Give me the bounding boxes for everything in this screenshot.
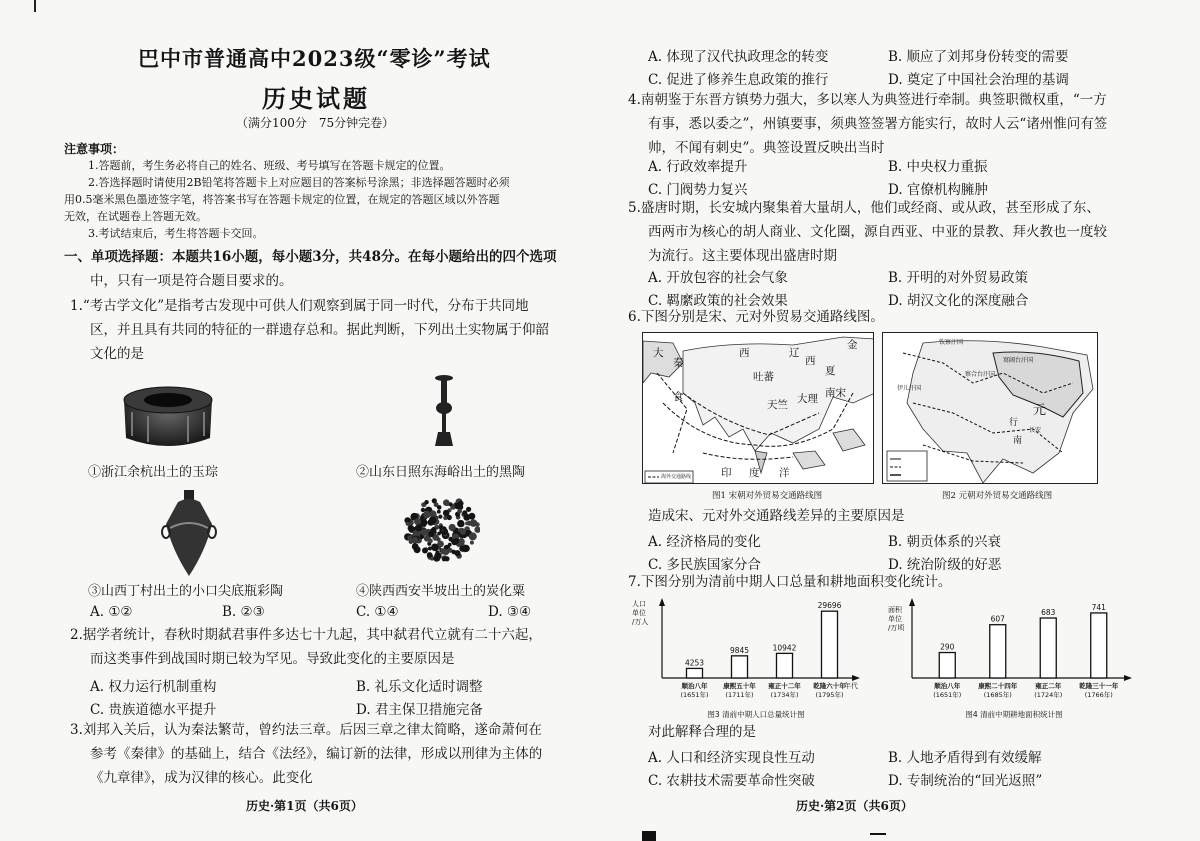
millet-grain (406, 522, 410, 526)
y-axis-label: /万顷 (888, 624, 905, 632)
millet-grain (437, 505, 442, 510)
q1-option-b[interactable]: B. ②③ (222, 604, 265, 620)
q1-option-d[interactable]: D. ③④ (488, 604, 532, 620)
millet-grain (457, 520, 464, 527)
q2-option-c[interactable]: C. 贵族道德水平提升 (90, 702, 217, 718)
bar (777, 653, 793, 678)
bar (990, 625, 1006, 678)
bar (732, 656, 748, 678)
q1-option-c[interactable]: C. ①④ (356, 604, 399, 620)
scan-mark (34, 0, 36, 12)
y-axis-label: /万人 (632, 618, 649, 626)
q4-text: 帅，不闻有刺史”。典签设置反映出当时 (648, 140, 885, 156)
map1-legend: 海外交通路线 (661, 474, 692, 480)
black-pottery-image (424, 370, 464, 450)
map2-label: 察合台汗国 (965, 371, 996, 378)
map2-caption: 图2 元朝对外贸易交通路线图 (942, 491, 1053, 501)
q3-option-d[interactable]: D. 奠定了中国社会治理的基调 (888, 72, 1069, 88)
q5-text: 西两市为核心的胡人商业、文化圈，源自西亚、中亚的景教、拜火教也一度较 (648, 224, 1107, 240)
map2-label: 南 (1013, 436, 1023, 446)
tick-label: 康熙五十年 (723, 682, 756, 690)
page-2 (600, 0, 1200, 841)
millet-grain (474, 527, 480, 533)
millet-grain (457, 509, 462, 514)
millet-grain (431, 544, 439, 552)
q5-option-b[interactable]: B. 开明的对外贸易政策 (888, 270, 1029, 286)
q3-text: 《九章律》，成为汉律的核心。此变化 (90, 770, 313, 786)
millet-grain (440, 549, 444, 553)
millet-grain (437, 510, 441, 514)
map1-label: 辽 (789, 347, 800, 359)
q5-text: 5.盛唐时期，长安城内聚集着大量胡人，他们或经商、或从政，甚至形成了东、 (628, 200, 1100, 216)
millet-grain (424, 500, 428, 504)
tick-label: 乾隆六十年 (813, 682, 846, 690)
millet-grain (421, 529, 428, 536)
q7-option-b[interactable]: B. 人地矛盾得到有效缓解 (888, 750, 1042, 766)
tick-label: 雍正二年 (1035, 682, 1062, 690)
tick-label: (1795年) (815, 691, 844, 699)
data-label: 607 (990, 614, 1005, 624)
q3-text: 参考《秦律》的基础上，结合《法经》，编订新的法律，形成以刑律为主体的 (90, 746, 543, 762)
map1-label: 夏 (825, 365, 836, 377)
map1-label: 天竺 (767, 399, 788, 411)
q7-option-a[interactable]: A. 人口和经济实现良性互动 (648, 750, 815, 766)
q4-text: 4.南朝鉴于东晋方镇势力强大，多以寒人为典签进行牵制。典签职微权重，“一方 (628, 92, 1107, 108)
pointed-bottle-image (160, 488, 218, 578)
tick-label: (1651年) (680, 691, 709, 699)
millet-grain (432, 498, 437, 503)
tick-label: (1766年) (1084, 691, 1113, 699)
map2-label: 伊儿汗国 (897, 385, 922, 392)
millet-grain (438, 515, 442, 519)
millet-grain (466, 507, 471, 512)
artifact-caption-4: ④陕西西安半坡出土的炭化粟 (356, 584, 526, 599)
x-axis-arrow (852, 675, 860, 681)
millet-grain (469, 532, 477, 540)
q2-text: 而这类事件到战国时期已较为罕见。导致此变化的主要原因是 (90, 651, 455, 667)
map2-label: 元 (1033, 403, 1047, 418)
millet-grain (449, 524, 456, 531)
millet-grain (409, 540, 413, 544)
millet-grain (460, 529, 466, 535)
data-label: 9845 (729, 645, 750, 655)
millet-grain (428, 547, 432, 551)
tick-label: (1724年) (1034, 691, 1063, 699)
millet-grain (439, 525, 443, 529)
chart-title: 图3 清前中期人口总量统计图 (707, 710, 805, 719)
scan-mark (642, 831, 656, 841)
q7-option-c[interactable]: C. 农耕技术需要革命性突破 (648, 773, 815, 789)
millet-grain (408, 525, 414, 531)
tick-label: 顺治八年 (934, 682, 961, 690)
millet-grain (443, 499, 450, 506)
millet-grain (458, 501, 463, 506)
bar (687, 668, 703, 678)
q1-text: 区，并且具有共同的特征的一群遗存总和。据此判断，下列出土实物属于仰韶 (90, 322, 549, 338)
notes-line: 用0.5毫米黑色墨迹签字笔，将答案书写在答题卡规定的位置，在规定的答题区域以外答题 (64, 193, 500, 206)
millet-grain (428, 531, 434, 537)
yuan-map-graphics (883, 333, 1098, 484)
q2-option-d[interactable]: D. 君主保卫措施完备 (356, 702, 483, 718)
exam-title: 巴中市普通高中2023级“零诊”考试 (138, 46, 491, 71)
map2-label: 长安 (1029, 427, 1042, 434)
tick-label: 雍正十二年 (768, 682, 801, 690)
y-axis-arrow (909, 598, 915, 606)
chart-title: 图4 清前中期耕地面积统计图 (965, 710, 1063, 719)
q5-option-a[interactable]: A. 开放包容的社会气象 (648, 270, 788, 286)
q6-option-a[interactable]: A. 经济格局的变化 (648, 534, 761, 550)
q4-option-d[interactable]: D. 官僚机构臃肿 (888, 182, 988, 198)
q7-question: 对此解释合理的是 (648, 724, 756, 740)
q4-text: 有事，悉以委之”，州镇要事，须典签签署方能实行，故时人云“诸州惟问有签 (648, 116, 1108, 132)
bar (1091, 613, 1107, 678)
map2-label: 窝阔台汗国 (1003, 357, 1034, 364)
map1-label: 秦 (673, 357, 684, 369)
map1-label: 大 (653, 347, 664, 359)
millet-grain (412, 543, 419, 550)
millet-grain (444, 556, 449, 561)
data-label: 290 (940, 642, 955, 652)
section-heading-cont: 中，只有一项是符合题目要求的。 (90, 273, 293, 289)
farmland-bar-chart (888, 594, 1138, 722)
data-label: 741 (1091, 602, 1106, 612)
q5-option-c[interactable]: C. 羁縻政策的社会效果 (648, 293, 788, 309)
millet-grain (424, 536, 430, 542)
q1-text: 1.“考古学文化”是指考古发现中可供人们观察到属于同一时代，分布于共同地 (70, 298, 529, 314)
map1-label: 洋 (779, 467, 790, 479)
map2-label: 钦察汗国 (939, 339, 964, 346)
millet-grain (414, 518, 421, 525)
notes-line: 1.答题前，考生务必将自己的姓名、班级、考号填写在答题卡规定的位置。 (88, 159, 451, 172)
tick-label: (1711年) (725, 691, 754, 699)
millet-grain (415, 524, 422, 531)
map1-label: 印 (721, 467, 732, 479)
notes-heading: 注意事项： (64, 142, 125, 156)
song-trade-map (642, 332, 874, 484)
data-label: 10942 (772, 643, 797, 653)
map1-label: 食 (673, 391, 684, 403)
millet-grain (429, 516, 437, 524)
y-axis-label: 单位 (632, 609, 646, 617)
map1-label: 吐蕃 (753, 371, 774, 383)
tick-label: (1651年) (933, 691, 962, 699)
data-label: 4253 (684, 658, 705, 668)
notes-line: 无效，在试题卷上答题无效。 (64, 210, 207, 223)
page-footer: 历史·第1页（共6页） (246, 799, 363, 813)
q4-option-c[interactable]: C. 门阀势力复兴 (648, 182, 748, 198)
tick-label: 乾隆三十一年 (1079, 682, 1119, 690)
millet-grain (435, 550, 439, 554)
y-axis-label: 人口 (632, 600, 646, 608)
q2-option-b[interactable]: B. 礼乐文化适时调整 (356, 679, 483, 695)
data-label: 29696 (817, 601, 842, 611)
map1-label: 西 (805, 355, 816, 367)
q4-option-a[interactable]: A. 行政效率提升 (648, 159, 748, 175)
artifact-caption-3: ③山西丁村出土的小口尖底瓶彩陶 (88, 584, 284, 599)
q3-option-c[interactable]: C. 促进了修养生息政策的推行 (648, 72, 829, 88)
millet-grain (463, 545, 470, 552)
subject-title: 历史试题 (262, 84, 370, 113)
q3-option-b[interactable]: B. 顺应了刘邦身份转变的需要 (888, 49, 1069, 65)
q1-text: 文化的是 (90, 346, 144, 362)
scan-mark (870, 833, 886, 835)
artifact-caption-2: ②山东日照东海峪出土的黑陶 (356, 465, 526, 480)
tick-label: (1734年) (770, 691, 799, 699)
jade-cong-image (118, 378, 218, 454)
tick-label: 顺治八年 (681, 682, 708, 690)
q5-option-d[interactable]: D. 胡汉文化的深度融合 (888, 293, 1029, 309)
millet-grain (451, 539, 457, 545)
bar (822, 611, 838, 678)
tick-label: 康熙二十四年 (978, 682, 1018, 690)
bar (1040, 618, 1056, 678)
tick-label: (1685年) (983, 691, 1012, 699)
millet-grain (437, 537, 441, 541)
millet-grain (422, 548, 428, 554)
bar (939, 653, 955, 678)
millet-grain (462, 510, 467, 515)
map1-label: 度 (749, 467, 760, 479)
q1-option-a[interactable]: A. ①② (90, 604, 133, 620)
map1-label: 大理 (797, 393, 818, 405)
millet-image (404, 494, 480, 564)
section-heading: 一、单项选择题：本题共16小题，每小题3分，共48分。在每小题给出的四个选项 (64, 249, 557, 265)
map2-label: 行 (1009, 418, 1019, 428)
y-axis-label: 面积 (888, 606, 902, 614)
data-label: 683 (1041, 608, 1056, 618)
map1-label: 南宋 (825, 387, 846, 399)
yuan-trade-map (882, 332, 1098, 484)
q6-option-d[interactable]: D. 统治阶级的好恶 (888, 557, 1002, 573)
millet-grain (448, 543, 452, 547)
q6-option-c[interactable]: C. 多民族国家分合 (648, 557, 761, 573)
q6-option-b[interactable]: B. 朝贡体系的兴衰 (888, 534, 1002, 550)
millet-grain (427, 552, 433, 558)
q4-option-b[interactable]: B. 中央权力重振 (888, 159, 988, 175)
millet-grain (454, 550, 460, 556)
q7-text: 7.下图分别为清前中期人口总量和耕地面积变化统计。 (628, 574, 952, 590)
map1-label: 西 (739, 347, 750, 359)
millet-grain (421, 508, 425, 512)
score-info: （满分100分 75分钟完卷） (236, 116, 395, 130)
page-footer: 历史·第2页（共6页） (796, 799, 913, 813)
notes-line: 3.考试结束后，考生将答题卡交回。 (88, 227, 264, 240)
map1-caption: 图1 宋朝对外贸易交通路线图 (712, 491, 823, 501)
artifact-caption-1: ①浙江余杭出土的玉琮 (88, 465, 219, 480)
q6-text: 6.下图分别是宋、元对外贸易交通路线图。 (628, 309, 884, 325)
x-axis-arrow (1124, 675, 1132, 681)
q2-option-a[interactable]: A. 权力运行机制重构 (90, 679, 217, 695)
q2-text: 2.据学者统计，春秋时期弑君事件多达七十九起，其中弑君代立就有二十六起， (70, 627, 542, 643)
millet-grain (475, 522, 480, 527)
notes-line: 2.答选择题时请使用2B铅笔将答题卡上对应题目的答案标号涂黑；非选择题答题时必须 (88, 176, 510, 189)
q6-question: 造成宋、元对外交通路线差异的主要原因是 (648, 508, 905, 524)
q5-text: 为流行。这主要体现出盛唐时期 (648, 248, 837, 264)
millet-grain (433, 555, 439, 561)
y-axis-label: 单位 (888, 615, 902, 623)
millet-grain (443, 510, 450, 517)
x-axis-label: 年代 (844, 682, 858, 690)
millet-grain (470, 541, 474, 545)
y-axis-arrow (659, 598, 665, 606)
population-bar-chart (630, 594, 882, 722)
q3-text: 3.刘邦入关后，认为秦法繁苛，曾约法三章。后因三章之律太简略，遂命萧何在 (70, 722, 542, 738)
map1-label: 金 (847, 339, 858, 351)
q7-option-d[interactable]: D. 专制统治的“回光返照” (888, 773, 1043, 789)
q3-option-a[interactable]: A. 体现了汉代执政理念的转变 (648, 49, 829, 65)
